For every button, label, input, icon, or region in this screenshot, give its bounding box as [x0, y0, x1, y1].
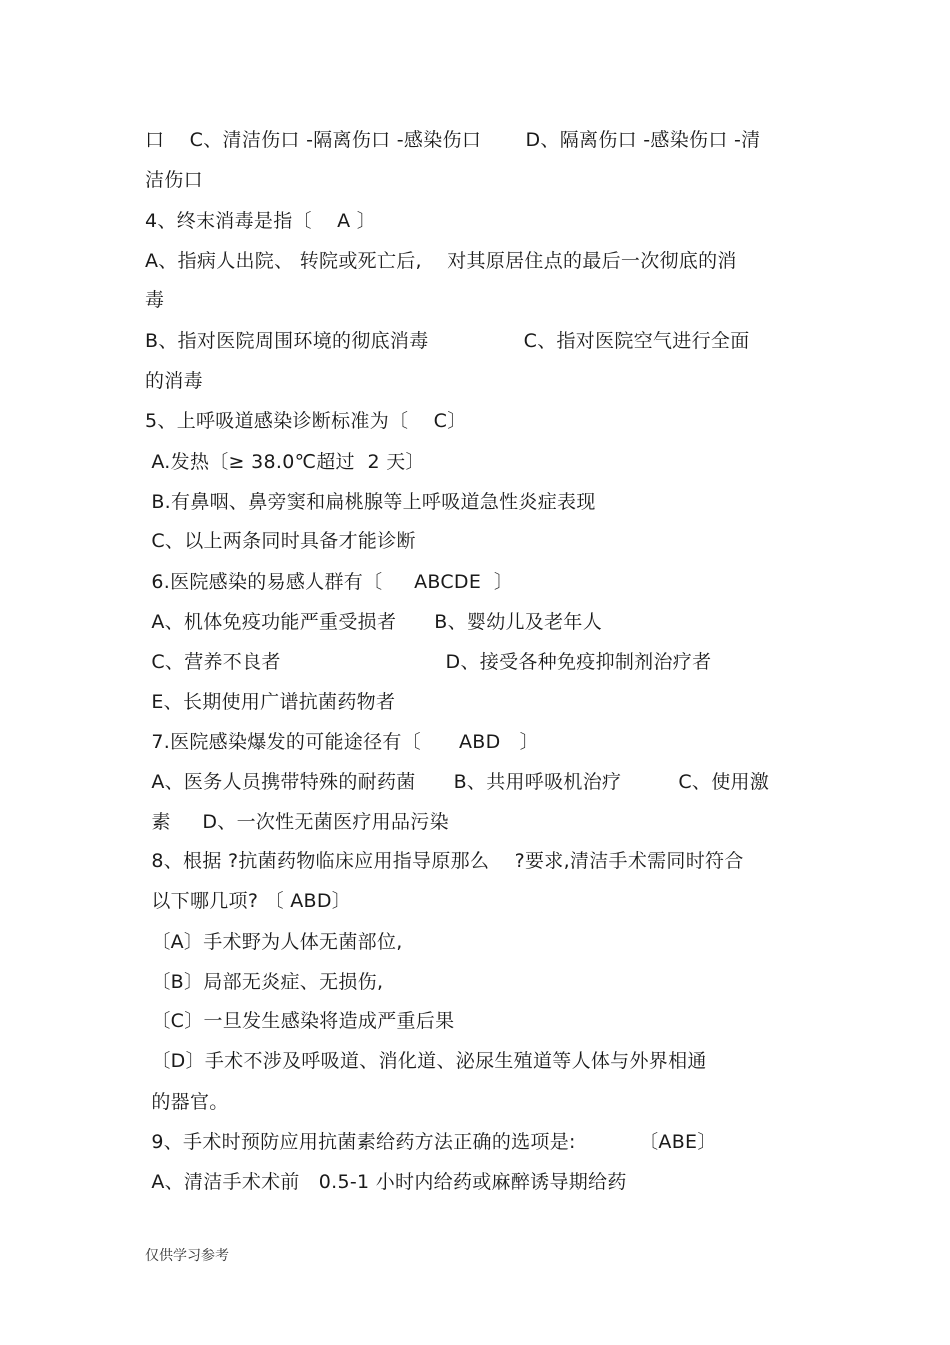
question-7: 7.医院感染爆发的可能途径有〔 ABD 〕 [145, 731, 539, 753]
question-4: 4、终末消毒是指〔 A 〕 [145, 210, 377, 232]
text-line: 〔B〕局部无炎症、无损伤, [145, 971, 384, 993]
text-line: B、指对医院周围环境的彻底消毒 C、指对医院空气进行全面 [145, 330, 750, 352]
question-6: 6.医院感染的易感人群有〔 ABCDE 〕 [145, 571, 514, 593]
text-line: A、清洁手术术前 0.5-1 小时内给药或麻醉诱导期给药 [145, 1171, 627, 1193]
question-9: 9、手术时预防应用抗菌素给药方法正确的选项是: 〔ABE〕 [145, 1131, 717, 1153]
text-line: 毒 [145, 289, 165, 311]
text-line: C、营养不良者 D、接受各种免疫抑制剂治疗者 [145, 651, 712, 673]
text-line: 〔A〕手术野为人体无菌部位, [145, 931, 403, 953]
question-8: 8、根据 ?抗菌药物临床应用指导原那么 ?要求,清洁手术需同时符合 [145, 850, 744, 872]
page-footer: 仅供学习参考 [145, 1248, 229, 1264]
text-line: 以下哪几项? 〔 ABD〕 [145, 890, 352, 912]
text-line: C、以上两条同时具备才能诊断 [145, 530, 416, 552]
text-line: A.发热〔≥ 38.0℃超过 2 天〕 [145, 451, 425, 473]
text-line: A、医务人员携带特殊的耐药菌 B、共用呼吸机治疗 C、使用激 [145, 771, 770, 793]
text-line: A、指病人出院、 转院或死亡后, 对其原居住点的最后一次彻底的消 [145, 250, 737, 272]
text-line: B.有鼻咽、鼻旁窦和扁桃腺等上呼吸道急性炎症表现 [145, 491, 596, 513]
text-line: 的器官。 [145, 1091, 229, 1113]
text-line: 口 C、清洁伤口 -隔离伤口 -感染伤口 D、隔离伤口 -感染伤口 -清 [145, 129, 761, 151]
text-line: 〔C〕一旦发生感染将造成严重后果 [145, 1010, 455, 1032]
question-5: 5、上呼吸道感染诊断标准为〔 C〕 [145, 410, 467, 432]
text-line: A、机体免疫功能严重受损者 B、婴幼儿及老年人 [145, 611, 603, 633]
text-line: 的消毒 [145, 370, 203, 392]
text-line: 〔D〕手术不涉及呼吸道、消化道、泌尿生殖道等人体与外界相通 [145, 1050, 707, 1072]
text-line: E、长期使用广谱抗菌药物者 [145, 691, 396, 713]
text-line: 洁伤口 [145, 169, 203, 191]
text-line: 素 D、一次性无菌医疗用品污染 [145, 811, 449, 833]
